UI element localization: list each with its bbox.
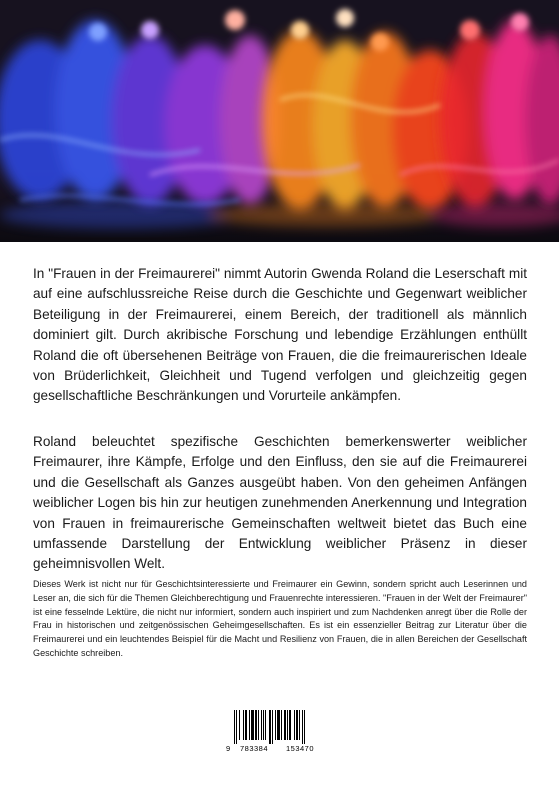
- blurb-paragraph-1: In "Frauen in der Freimaurerei" nimmt Autorin Gwenda Roland die Leserschaft mit auf eine aufschlussreiche Reise durch die Geschichte und Gegenwart weiblicher Beteiligung in der Freimaurerei, einem Bereich, der traditionell als männlich dominiert gilt. Durch akribische Forschung und lebendige Erzählungen enthüllt Roland die oft übersehenen Beiträge von Frauen, die die freimaurerischen Ideale von Brüderlichkeit, Gleichheit und Tugend verfolgen und gleichzeitig gegen gesellschaftliche Beschränkungen und Vorurteile ankämpfen.: [33, 266, 527, 404]
- barcode-bar: [258, 710, 259, 740]
- barcode-bar: [245, 710, 247, 740]
- barcode-bar: [272, 710, 273, 744]
- barcode-bar: [234, 710, 235, 744]
- barcode-bar: [284, 710, 286, 740]
- barcode-group-2: 153470: [286, 744, 315, 753]
- barcode-bar: [281, 710, 282, 740]
- barcode-bar: [261, 710, 262, 740]
- barcode-bar: [277, 710, 280, 740]
- barcode-bar: [302, 710, 303, 744]
- barcode-bar: [251, 710, 254, 740]
- barcode-bar: [296, 710, 298, 740]
- barcode-bar: [289, 710, 291, 740]
- barcode-bar: [265, 710, 266, 740]
- barcode-bar: [249, 710, 250, 740]
- barcode-bar: [269, 710, 271, 744]
- barcode-bar: [255, 710, 257, 740]
- barcode-bar: [299, 710, 300, 740]
- barcode-bar: [287, 710, 288, 740]
- barcode-bar: [304, 710, 305, 744]
- barcode-bar: [239, 710, 240, 740]
- isbn-barcode: [226, 710, 334, 756]
- barcode-bar: [294, 710, 295, 740]
- barcode-bar: [263, 710, 264, 740]
- barcode-group-1: 783384: [240, 744, 269, 753]
- barcode-bar: [243, 710, 244, 740]
- blurb-paragraph-3: Dieses Werk ist nicht nur für Geschichtsinteressierte und Freimaurer ein Gewinn, sondern spricht auch Leserinnen und Leser an, die sich für die Themen Gleichberechtigung und Frauenrechte interessieren. "Frauen in der Welt der Freimaurer" ist eine fesselnde Lektüre, die nicht nur informiert, sondern auch inspiriert und zum Nachdenken anregt über die Rolle der Frau in historischen und zeitgenössischen Geheimgesellschaften. Es ist ein essenzieller Beitrag zur Literatur über die Freimaurerei und ein leuchtendes Beispiel für die Macht und Resilienz von Frauen, die in allen Bereichen der Gesellschaft Geschichte schreiben.: [33, 579, 527, 658]
- blurb-paragraph-2: Roland beleuchtet spezifische Geschichten bemerkenswerter weiblicher Freimaurer, ihre Kämpfe, Erfolge und den Einfluss, den sie auf die Freimaurerei und die Gesellschaft als Ganzes ausgeübt haben. Von den geheimen Anfängen weiblicher Logen bis hin zur heutigen zunehmenden Anerkennung und Integration von Frauen in freimaurerische Gemeinschaften weltweit bietet das Buch eine umfassende Darstellung der Entwicklung weiblicher Präsenz in dieser geheimnisvollen Welt.: [33, 434, 527, 572]
- barcode-bar: [275, 710, 276, 740]
- barcode-bars: [226, 710, 334, 744]
- barcode-bar: [236, 710, 237, 744]
- barcode-prefix-digit: 9: [226, 744, 231, 753]
- cover-image: [0, 0, 559, 242]
